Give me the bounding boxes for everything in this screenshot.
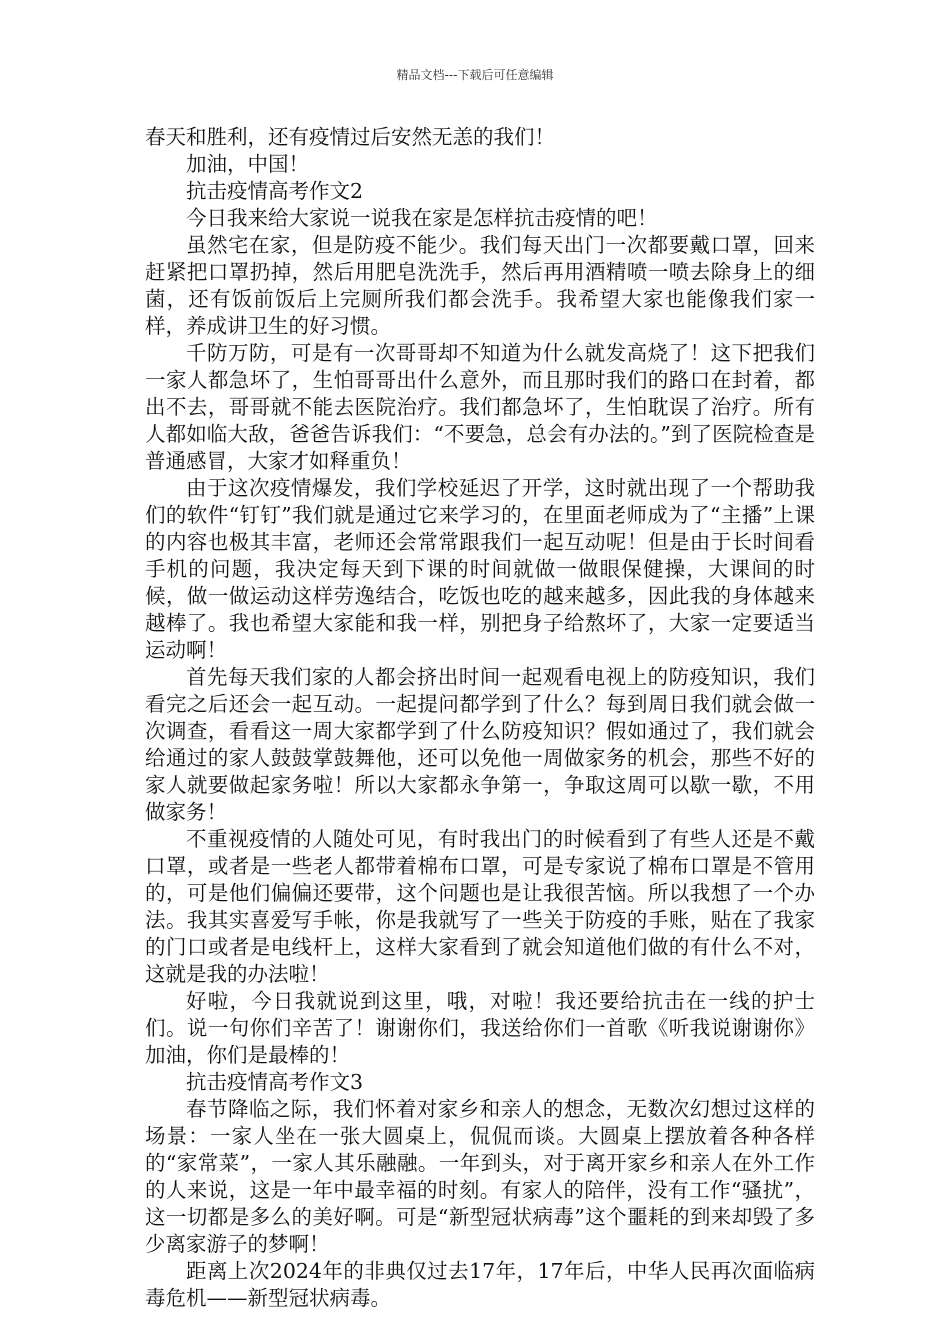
paragraph: 首先每天我们家的人都会挤出时间一起观看电视上的防疫知识，我们看完之后还会一起互动。一起提问都学到了什么？每到周日我们就会做一次调查，看看这一周大家都学到了什么防疫知识？假如通过了，我们就会给通过的家人鼓鼓掌鼓舞他，还可以免他一周做家务的机会，那些不好的家人就要做起家务啦！所以大家都永争第一，争取这周可以歇一歇，不用做家务！ (145, 665, 815, 824)
section-title: 抗击疫情高考作文3 (186, 1070, 364, 1094)
page-header: 精品文档---下载后可任意编辑 (396, 68, 554, 82)
paragraph: 春节降临之际，我们怀着对家乡和亲人的想念，无数次幻想过这样的场景：一家人坐在一张大圆桌上，侃侃而谈。大圆桌上摆放着各种各样的“家常菜”，一家人其乐融融。一年到头，对于离开家乡和亲人在外工作的人来说，这是一年中最幸福的时刻。有家人的陪伴，没有工作“骚扰”，这一切都是多么的美好啊。可是“新型冠状病毒”这个噩耗的到来却毁了多少离家游子的梦啊！ (145, 1097, 815, 1256)
paragraph: 好啦，今日我就说到这里，哦，对啦！我还要给抗击在一线的护士们。说一句你们辛苦了！谢谢你们，我送给你们一首歌《听我说谢谢你》加油，你们是最棒的！ (145, 989, 815, 1067)
paragraph: 千防万防，可是有一次哥哥却不知道为什么就发高烧了！这下把我们一家人都急坏了，生怕哥哥出什么意外，而且那时我们的路口在封着，都出不去，哥哥就不能去医院治疗。我们都急坏了，生怕耽误了治疗。所有人都如临大敌，爸爸告诉我们：“不要急，总会有办法的。”到了医院检查是普通感冒，大家才如释重负！ (145, 341, 815, 473)
paragraph: 距离上次2024年的非典仅过去17年，17年后，中华人民再次面临病毒危机——新型冠状病毒。 (145, 1259, 815, 1310)
section-title: 抗击疫情高考作文2 (186, 179, 364, 203)
paragraph: 春天和胜利，还有疫情过后安然无恙的我们！ (145, 125, 555, 149)
paragraph: 由于这次疫情爆发，我们学校延迟了开学，这时就出现了一个帮助我们的软件“钉钉”我们就是通过它来学习的，在里面老师成为了“主播”上课的内容也极其丰富，老师还会常常跟我们一起互动呢！但是由于长时间看手机的问题，我决定每天到下课的时间就做一做眼保健操，大课间的时候，做一做运动这样劳逸结合，吃饭也吃的越来越多，因此我的身体越来越棒了。我也希望大家能和我一样，别把身子给熬坏了，大家一定要适当运动啊！ (145, 476, 815, 662)
paragraph: 加油，中国！ (186, 152, 309, 176)
paragraph: 不重视疫情的人随处可见，有时我出门的时候看到了有些人还是不戴口罩，或者是一些老人都带着棉布口罩，可是专家说了棉布口罩是不管用的，可是他们偏偏还要带，这个问题也是让我很苦恼。所以我想了一个办法。我其实喜爱写手帐，你是我就写了一些关于防疫的手账，贴在了我家的门口或者是电线杆上，这样大家看到了就会知道他们做的有什么不对，这就是我的办法啦！ (145, 827, 815, 986)
paragraph: 虽然宅在家，但是防疫不能少。我们每天出门一次都要戴口罩，回来赶紧把口罩扔掉，然后用肥皂洗洗手，然后再用酒精喷一喷去除身上的细菌，还有饭前饭后上完厕所我们都会洗手。我希望大家也能像我们家一样，养成讲卫生的好习惯。 (145, 233, 815, 338)
document-body (145, 124, 815, 1312)
paragraph: 今日我来给大家说一说我在家是怎样抗击疫情的吧！ (186, 206, 658, 230)
